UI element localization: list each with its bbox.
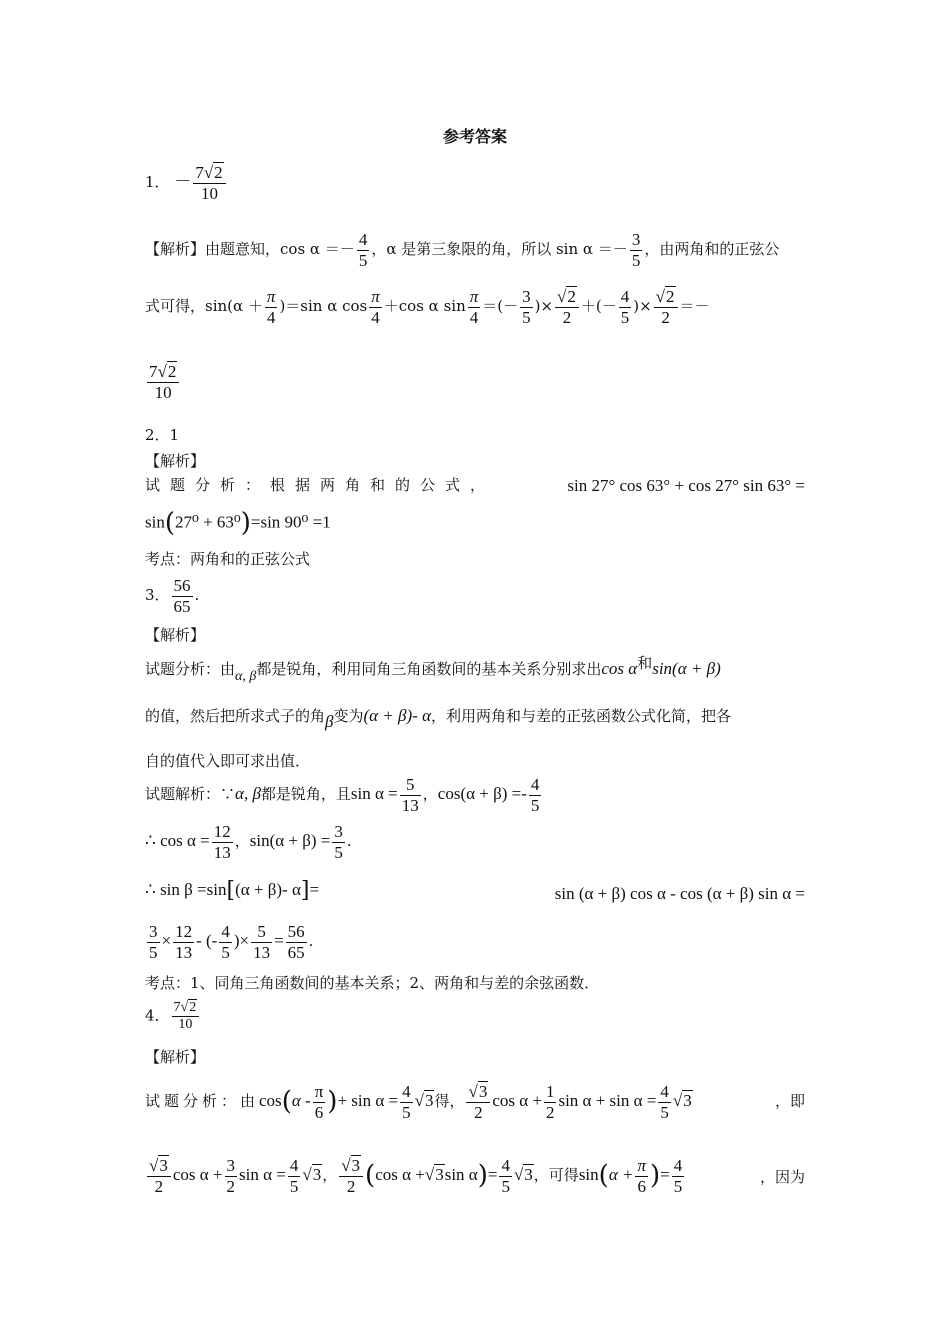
q1-answer: 1． － $\frac{7√2}{10}$ bbox=[145, 163, 228, 203]
q3-solution-line4: $\frac{3}{5}$ × $\frac{12}{13}$ - (- $\frac{4}{5}$ )× $\frac{5}{13}$ = $\frac{56}{65}$ . bbox=[149, 922, 314, 962]
q2-kaodian: 考点：两角和的正弦公式 bbox=[145, 550, 311, 568]
q3-answer: 3． $\frac{56}{65}$ . bbox=[145, 576, 200, 616]
q1-final-fraction: $\frac{7√2}{10}$ bbox=[145, 362, 181, 402]
q1-analysis-line2: 式可得，sin(α ＋ $\frac{\pi}{4}$ )＝sin α cos $\frac{\pi}{4}$ ＋cos α sin $\frac{\pi}{4}$ ＝(－ $\frac{3}{5}$ )× $\frac{√2}{2}$ ＋(－ $\frac{4}{5}$ )× $\frac{√2}{2}$ ＝－ bbox=[145, 287, 710, 327]
q4-analysis-line1: 试题分析：由cos(α - $\frac{\pi}{6}$ )+ sin α = $\frac{4}{5}$ √3得， $\frac{√3}{2}$ cos α + $\frac{1}{2}$ sin α + sin α = $\frac{4}{5}$ √3 ，即 bbox=[145, 1082, 805, 1122]
q4-jiexi: 【解析】 bbox=[145, 1048, 206, 1066]
q3-kaodian: 考点：1、同角三角函数间的基本关系；2、两角和与差的余弦函数． bbox=[145, 974, 600, 992]
q3-analysis-line2: 的值，然后把所求式子的角β变为(α + β)- α，利用两角和与差的正弦函数公式化简，把各 bbox=[145, 706, 732, 731]
q3-analysis-line1: 试题分析：由α, β都是锐角，利用同角三角函数间的基本关系分别求出cos α和sin(α + β) bbox=[145, 654, 721, 684]
q1-analysis-line1: 【解析】由题意知，cos α ＝－ $\frac{4}{5}$ ，α 是第三象限的角，所以 sin α ＝－ $\frac{3}{5}$ ，由两角和的正弦公 bbox=[145, 230, 780, 270]
q3-solution-line1: 试题解析：∵α, β都是锐角，且sin α = $\frac{5}{13}$ ，cos(α + β) =- $\frac{4}{5}$ bbox=[145, 775, 540, 815]
q3-jiexi: 【解析】 bbox=[145, 626, 206, 644]
q1-answer-fraction: $\frac{7√2}{10}$ bbox=[193, 163, 225, 203]
q4-analysis-line2: $\frac{√3}{2}$ cos α + $\frac{3}{2}$ sin α = $\frac{4}{5}$ √3， $\frac{√3}{2}$ (cos α +√3sin α)= $\frac{4}{5}$ √3，可得sin(α + $\frac{\pi}{6}$ )= $\frac{4}{5}$ ，因为 bbox=[149, 1156, 805, 1196]
page-title: 参考答案 bbox=[442, 127, 507, 146]
q3-analysis-line3: 自的值代入即可求出值． bbox=[145, 752, 311, 770]
q2-analysis-line1: 试题分析：根据两角和的公式， sin 27° cos 63° + cos 27° sin 63° = bbox=[145, 476, 805, 495]
q3-solution-line2: ∴ cos α = $\frac{12}{13}$ ，sin(α + β) = $\frac{3}{5}$ . bbox=[145, 822, 352, 862]
q2-analysis-line2: sin(27⁰ + 63⁰)=sin 90⁰ =1 bbox=[145, 508, 331, 538]
q3-solution-line3: ∴ sin β =sin[(α + β)- α]= sin (α + β) cos α - cos (α + β) sin α = bbox=[145, 878, 805, 903]
q2-jiexi: 【解析】 bbox=[145, 452, 206, 470]
q4-answer: 4． $\frac{7√2}{10}$ bbox=[145, 1000, 201, 1033]
q2-answer: 2．1 bbox=[145, 426, 180, 444]
